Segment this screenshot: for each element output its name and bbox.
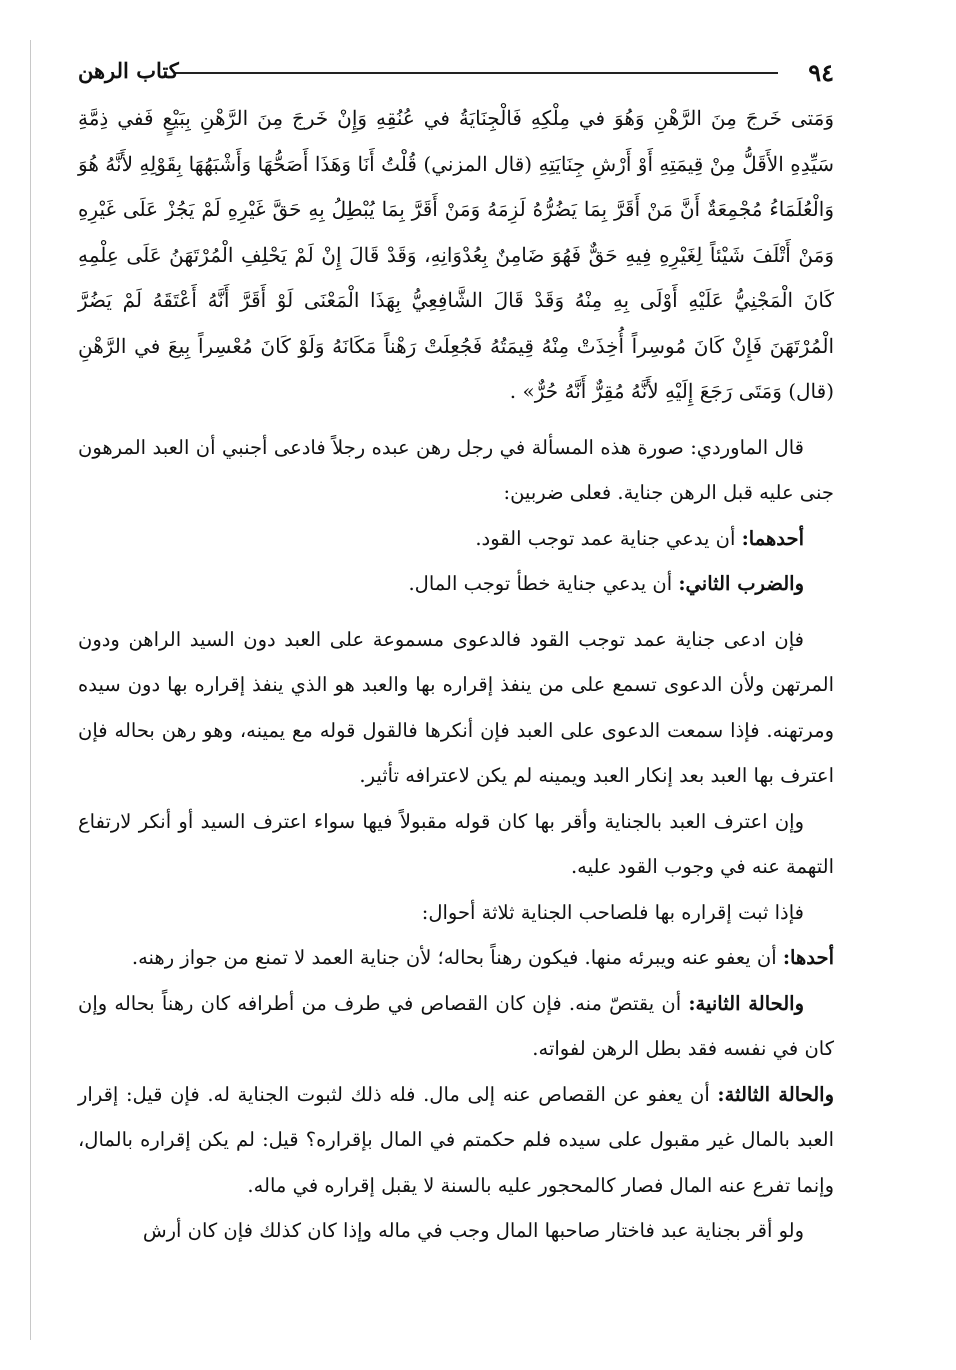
- paragraph: [78, 1208, 834, 1254]
- body-text: [78, 96, 834, 1254]
- paragraph-text: أن يدعي جناية عمد توجب القود.: [475, 526, 742, 550]
- paragraph: [78, 1072, 834, 1209]
- page-number: ٩٤: [808, 58, 834, 87]
- paragraph: [78, 981, 834, 1072]
- paragraph: [78, 561, 834, 607]
- paragraph-text: أن يقتصّ منه. فإن كان القصاص في طرف من أطرافه كان رهناً بحاله وإن كان في نفسه فقد بطل الرهن لفواته.: [78, 991, 834, 1060]
- book-title: كتاب الرهن: [78, 58, 179, 83]
- paragraph-lead: والضرب الثاني:: [678, 572, 804, 595]
- paragraph-text: فإن ادعى جناية عمد توجب القود فالدعوى مسموعة على العبد دون السيد الراهن ودون المرتهن ولأن الدعوى تسمع على من ينفذ إقراره بها والعبد هو الذي ينفذ إقراره بها دون سيده ومرتهنه. فإذا سمعت الدعوى على العبد فإن أنكرها فالقول قوله مع يمينه، وهو رهن بحاله فإن اعترف بها العبد بعد إنكار العبد ويمينه لم يكن لاعترافه تأثير.: [78, 627, 834, 787]
- paragraph: [78, 425, 834, 516]
- paragraph-lead: أحدهما:: [741, 526, 804, 550]
- paragraph-lead: والحالة الثالثة:: [717, 1082, 834, 1106]
- page-edge-line: [30, 40, 31, 1340]
- paragraph: [78, 516, 834, 562]
- paragraph-text: ولو أقر بجناية عبد فاختار صاحبها المال وجب في ماله وإذا كان كذلك فإن كان أرش: [142, 1219, 804, 1242]
- paragraph-lead: أحدها:: [782, 946, 834, 969]
- paragraph-text: فإذا ثبت إقراره بها فلصاحب الجناية ثلاثة أحوال:: [421, 900, 804, 924]
- paragraph: [78, 935, 834, 981]
- quoted-text: وَمَتى خَرجَ مِنَ الرَّهْنِ وَهُوَ في مِلْكِهِ فَالْجِنَايَةُ في عُنُقِهِ وَإِنْ خَرجَ مِنَ الرَّهْنِ بِبَيْعٍ فَفي ذِمَّةِ سَيِّدِهِ الأَقَلُّ مِنْ قِيمَتِهِ أَوْ أَرْشِ جِنَايَتِهِ (قال المزني) قُلْتُ أَنَا وَهَذَا أَصَحُّهَا وَأَشْبَهُهَا بِقَوْلِهِ لأَنَّهُ هُوَ وَالْعُلَمَاءُ مُجْمِعَةٌ أَنَّ مَنْ أَقَرَّ بِمَا يَضُرُّهُ لَزِمَهُ وَمَنْ أَقَرَّ بِمَا يُبْطِلُ بِهِ حَقَّ غَيْرِهِ لَمْ يَجُزْ عَلَى غَيْرِهِ وَمَنْ أَتْلَفَ شَيْئاً لِغَيْرِهِ فِيهِ حَقٌّ فَهُوَ ضَامِنٌ بِعُدْوَانِهِ، وَقَدْ قَالَ إِنْ لَمْ يَحْلِفِ الْمُرْتَهَنُ عَلَى عِلْمِهِ كَانَ الْمَجْنِيُّ عَلَيْهِ أَوْلَى بِهِ مِنْهُ وَقَدْ قَالَ الشَّافِعِيُّ بِهَذَا الْمَعْنَى لَوْ أَقَرَّ أَنَّهُ أَعْتَقَهُ لَمْ يَضُرَّ الْمُرْتَهَنَ فَإِنْ كَانَ مُوسِراً أُخِذَتْ مِنْهُ قِيمَتُهُ فَجُعِلَتْ رَهْناً مَكَانَهُ وَلَوْ كَانَ مُعْسِراً بِيعَ في الرَّهْنِ (قال) وَمَتَى رَجَعَ إِلَيْهِ لأَنَّهُ مُقِرٌّ أَنَّهُ حُرٌّ» .: [78, 106, 834, 403]
- paragraph-text: قال الماوردي: صورة هذه المسألة في رجل رهن عبده رجلاً فادعى أجنبي أن العبد المرهون جنى عليه قبل الرهن جناية. فعلى ضربين:: [78, 435, 834, 504]
- paragraph-text: أن يعفو عن القصاص عنه إلى مال. فله ذلك لثبوت الجناية له. فإن قيل: إقرار العبد بالمال غير مقبول على سيده فلم حكمتم في المال بإقراره؟ قيل: لم يكن إقراره بالمال، وإنما تفرع عنه المال فصار كالمحجور عليه بالسنة لا يقبل إقراره في ماله.: [78, 1082, 834, 1197]
- paragraph: [78, 617, 834, 799]
- header-rule: [174, 72, 778, 74]
- paragraph-lead: والحالة الثانية:: [688, 991, 804, 1015]
- paragraph: [78, 799, 834, 890]
- paragraph: [78, 890, 834, 936]
- paragraph-text: أن يعفو عنه ويبرئه منها. فيكون رهناً بحاله؛ لأن جناية العمد لا تمنع من جواز رهنه.: [131, 946, 783, 969]
- paragraph-text: وإن اعترف العبد بالجناية وأقر بها كان قوله مقبولاً فيها سواء اعترف السيد أو أنكر لارتفاع التهمة عنه في وجوب القود عليه.: [78, 809, 834, 878]
- paragraph-text: أن يدعي جناية خطأ توجب المال.: [408, 572, 679, 595]
- page-header: [78, 52, 834, 92]
